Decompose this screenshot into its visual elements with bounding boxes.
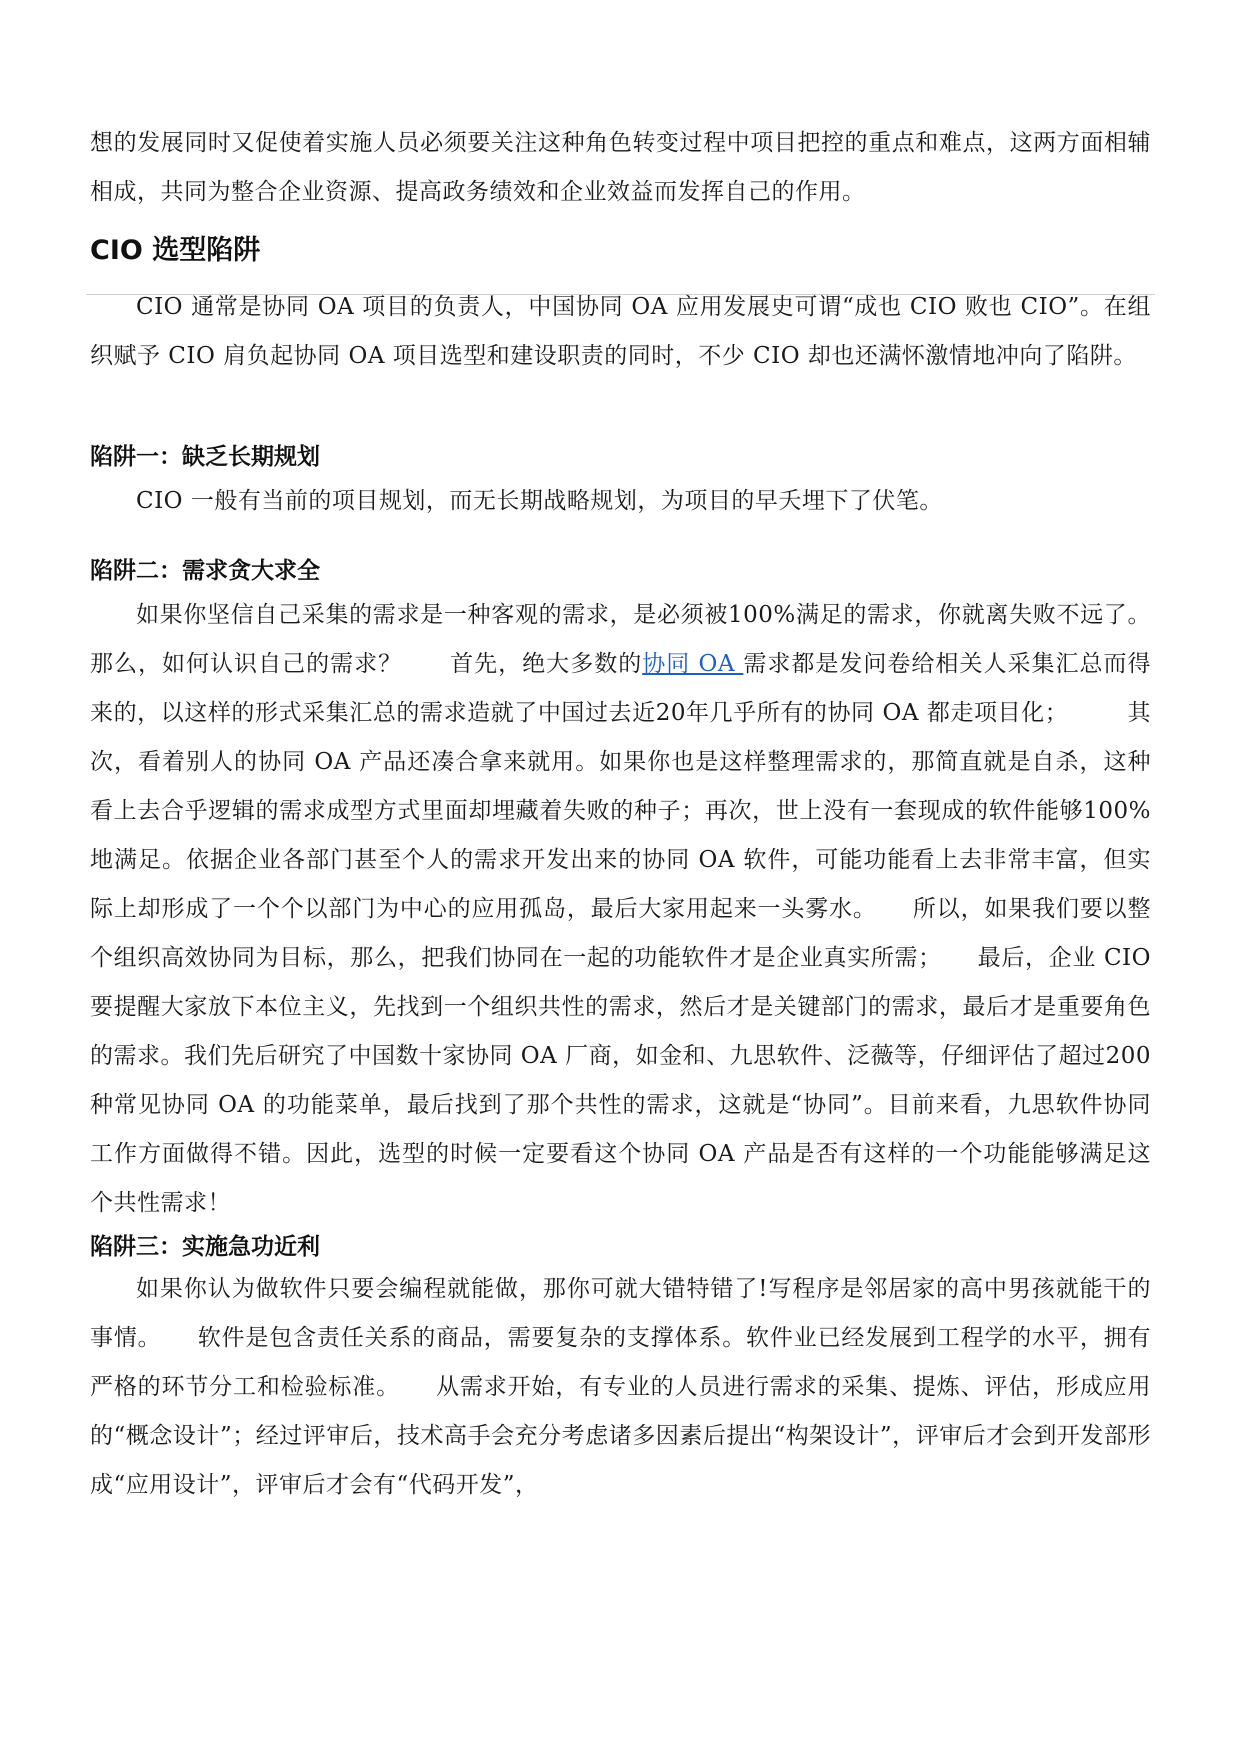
trap3-paragraph: 如果你认为做软件只要会编程就能做，那你可就大错特错了!写程序是邻居家的高中男孩就能干的事情。 软件是包含责任关系的商品，需要复杂的支撑体系。软件业已经发展到工程学的水平，拥有严格的环节分工和检验标准。 从需求开始，有专业的人员进行需求的采集、提炼、评估，形成应用的“概念设计”；经过评审后，技术高手会充分考虑诸多因素后提出“构架设计”，评审后才会到开发部形成“应用设计”，评审后才会有“代码开发”， [90,1276,1151,1498]
trap1-paragraph: CIO 一般有当前的项目规划，而无长期战略规划，为项目的早夭埋下了伏笔。 [136,488,943,514]
section-lead-paragraph: CIO 通常是协同 OA 项目的负责人，中国协同 OA 应用发展史可谓“成也 CIO 败也 CIO”。在组织赋予 CIO 肩负起协同 OA 项目选型和建设职责的同时，不少 CIO 却也还满怀激情地冲向了陷阱。 [90,294,1151,369]
oa-link[interactable]: 协同 OA [642,651,744,677]
trap2-heading: 陷阱二：需求贪大求全 [90,558,320,584]
trap3-heading: 陷阱三：实施急功近利 [90,1234,320,1260]
intro-paragraph: 想的发展同时又促使着实施人员必须要关注这种角色转变过程中项目把控的重点和难点，这两方面相辅相成，共同为整合企业资源、提高政务绩效和企业效益而发挥自己的作用。 [90,130,1151,205]
section-title: CIO 选型陷阱 [90,235,261,266]
trap2-paragraph [90,591,1151,1228]
trap2-text-part1: 如果你坚信自己采集的需求是一种客观的需求，是必须被100%满足的需求，你就离失败不远了。那么，如何认识自己的需求？ 首先，绝大多数的 [90,602,1151,677]
trap2-text-part2: 需求都是发问卷给相关人采集汇总而得来的，以这样的形式采集汇总的需求造就了中国过去近20年几乎所有的协同 OA 都走项目化； 其次，看着别人的协同 OA 产品还凑合拿来就用。如果你也是这样整理需求的，那简直就是自杀，这种看上去合乎逻辑的需求成型方式里面却埋藏着失败的种子；再次，世上没有一套现成的软件能够100%地满足。依据企业各部门甚至个人的需求开发出来的协同 OA 软件，可能功能看上去非常丰富，但实际上却形成了一个个以部门为中心的应用孤岛，最后大家用起来一头雾水。 所以，如果我们要以整个组织高效协同为目标，那么，把我们协同在一起的功能软件才是企业真实所需； 最后，企业 CIO 要提醒大家放下本位主义，先找到一个组织共性的需求，然后才是关键部门的需求，最后才是重要角色的需求。我们先后研究了中国数十家协同 OA 厂商，如金和、九思软件、泛薇等，仔细评估了超过200种常见协同 OA 的功能菜单，最后找到了那个共性的需求，这就是“协同”。目前来看，九思软件协同工作方面做得不错。因此，选型的时候一定要看这个协同 OA 产品是否有这样的一个功能能够满足这个共性需求！ [90,651,1152,1216]
trap1-heading: 陷阱一：缺乏长期规划 [90,444,320,470]
